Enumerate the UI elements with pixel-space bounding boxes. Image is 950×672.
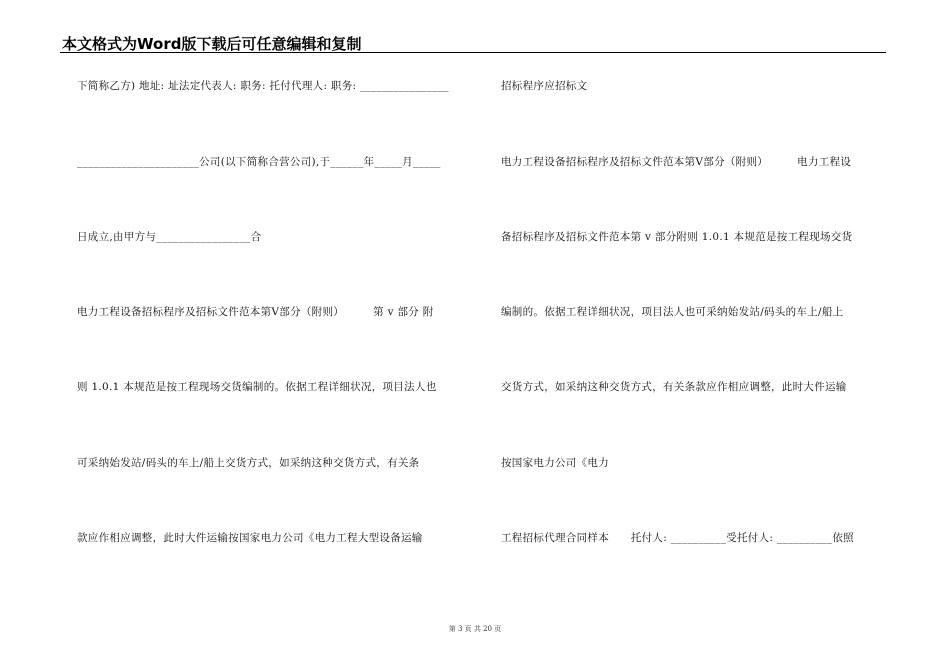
right-line-2: 电力工程设备招标程序及招标文件范本第Ⅴ部分（附则） 电力工程设: [501, 156, 852, 168]
right-line-3: 备招标程序及招标文件范本第 v 部分附则 1.0.1 本规范是按工程现场交货: [501, 231, 853, 243]
right-line-6: 按国家电力公司《电力: [501, 457, 609, 469]
right-line-1: 招标程序应招标文: [501, 80, 588, 92]
left-text-column: [77, 0, 469, 672]
left-line-4: 电力工程设备招标程序及招标文件范本第Ⅴ部分（附则） 第 v 部分 附: [77, 306, 434, 318]
left-line-2: ______________________公司(以下简称合营公司),于______年_____月_____: [77, 156, 441, 168]
left-line-5: 则 1.0.1 本规范是按工程现场交货编制的。依据工程详细状况，项目法人也: [77, 381, 437, 393]
left-line-6: 可采纳始发站/码头的车上/船上交货方式，如采纳这种交货方式，有关条: [77, 457, 420, 469]
right-text-column: [501, 0, 891, 672]
right-line-7: 工程招标代理合同样本 托付人: __________受托付人: __________依照: [501, 532, 854, 544]
document-header-title: 本文格式为Word版下载后可任意编辑和复制: [62, 35, 362, 53]
right-line-4: 编制的。依据工程详细状况，项目法人也可采纳始发站/码头的车上/船上: [501, 306, 844, 318]
left-line-1: 下简称乙方) 地址: 址法定代表人: 职务: 托付代理人: 职务: ________________: [77, 80, 449, 92]
page-number: 第 3 页 共 20 页: [448, 625, 502, 633]
left-line-3: 日成立,由甲方与_________________合: [77, 231, 262, 243]
right-line-5: 交货方式，如采纳这种交货方式，有关条款应作相应调整，此时大件运输: [501, 381, 847, 393]
left-line-7: 款应作相应调整，此时大件运输按国家电力公司《电力工程大型设备运输: [77, 532, 423, 544]
